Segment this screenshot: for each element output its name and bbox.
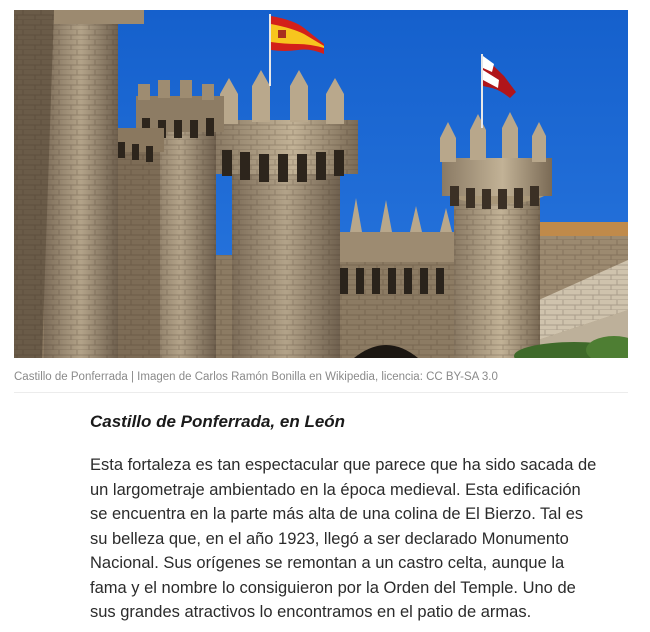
section-heading: Castillo de Ponferrada, en León [90, 412, 346, 431]
castle-photo [14, 10, 628, 358]
image-caption: Castillo de Ponferrada | Imagen de Carlos Ramón Bonilla en Wikipedia, licencia: CC BY-SA 3.0 [14, 371, 498, 383]
paragraph-line: un largometraje ambientado en la época medieval. Esta edificación [90, 480, 581, 499]
paragraph-line: Esta fortaleza es tan espectacular que parece que ha sido sacada de [90, 456, 597, 474]
article-paragraph [90, 453, 630, 625]
caption-divider [14, 392, 628, 393]
paragraph-line: se encuentra en la parte más alta de una colina de El Bierzo. Tal es [90, 505, 584, 523]
paragraph-line: sus grandes atractivos lo encontramos en el patio de armas. [90, 603, 532, 621]
paragraph-line: fama y el nombre lo consiguieron por la Orden del Temple. Uno de [90, 578, 576, 597]
left-wall [110, 128, 164, 358]
castle-illustration [14, 10, 628, 358]
paragraph-line: su belleza que, en el año 1923, llegó a ser declarado Monumento [90, 529, 569, 548]
paragraph-line: Nacional. Sus orígenes se remontan a un castro celta, aunque la [90, 554, 565, 572]
